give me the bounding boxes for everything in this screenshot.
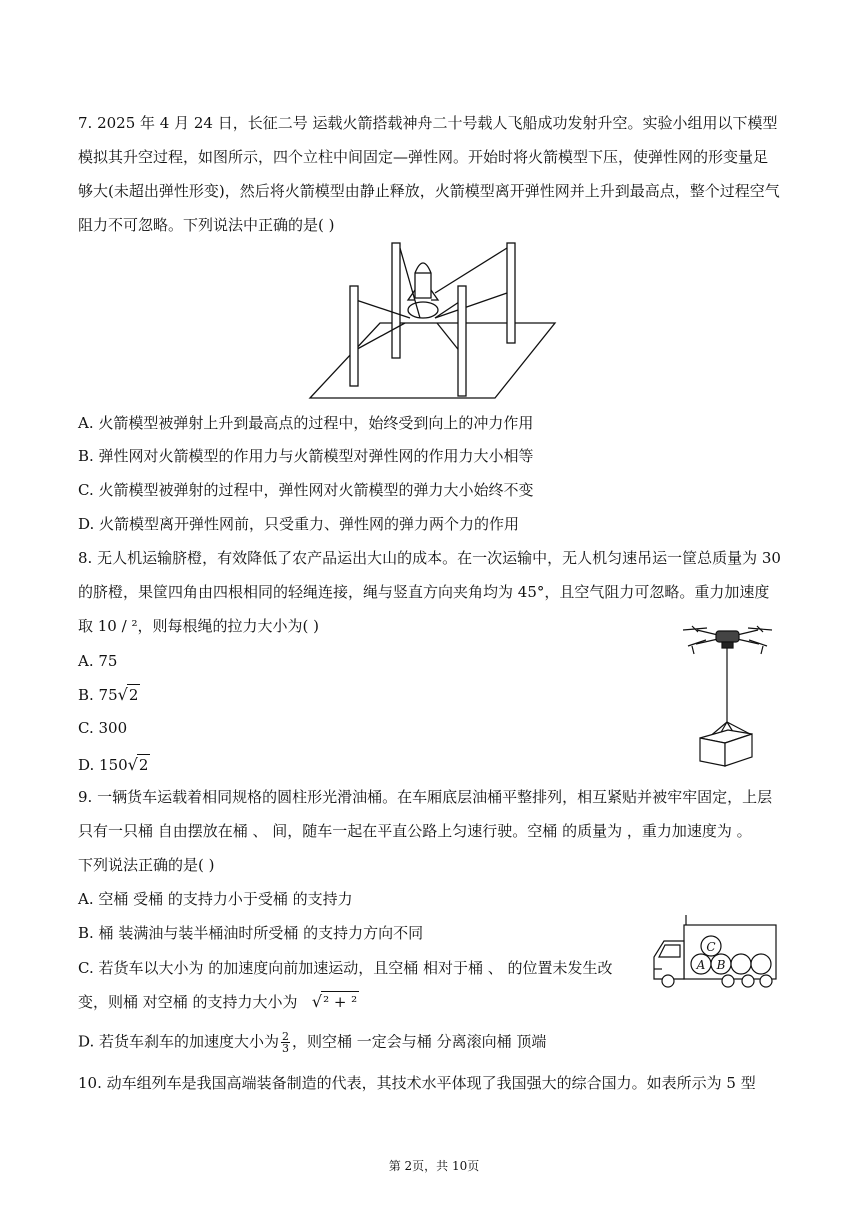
q9-line-2: 只有一只桶 自由摆放在桶 、 间，随车一起在平直公路上匀速行驶。空桶 的质量为 ，重力加速度为 。	[78, 822, 752, 840]
q9-option-d	[78, 1031, 790, 1054]
q7-line-1: 7. 2025 年 4 月 24 日，长征二号 运载火箭搭载神舟二十号载人飞船成功发射升空。实验小组用以下模型	[78, 114, 778, 132]
q8-line-3: 取 10 / ²，则每根绳的拉力大小为( )	[78, 617, 319, 635]
sqrt-symbol: √	[311, 992, 323, 1011]
q8-option-a: A. 75	[78, 652, 118, 670]
q9-option-c-radicand: ² + ²	[323, 993, 358, 1011]
rocket-net-figure	[305, 238, 560, 403]
drum-label-c: C	[706, 940, 716, 954]
q9-line-3: 下列说法正确的是( )	[78, 856, 215, 874]
q8-line-2: 的脐橙，果筐四角由四根相同的轻绳连接，绳与竖直方向夹角均为 45°，且空气阻力可忽略。重力加速度	[78, 583, 770, 601]
q9-option-d-suffix: ，则空桶 一定会与桶 分离滚向桶 顶端	[292, 1032, 547, 1051]
q8-option-d-prefix: D. 150	[78, 756, 128, 774]
drum-label-b: B	[716, 958, 726, 972]
q7-line-3: 够大(未超出弹性形变)，然后将火箭模型由静止释放，火箭模型离开弹性网并上升到最高点，整个过程空气	[78, 182, 780, 200]
q7-line-2: 模拟其升空过程，如图所示，四个立柱中间固定—弹性网。开始时将火箭模型下压，使弹性网的形变量足	[78, 148, 769, 166]
fraction-denominator: 3	[282, 1042, 290, 1055]
q8-option-d	[78, 754, 790, 775]
q9-option-b: B. 桶 装满油与装半桶油时所受桶 的支持力方向不同	[78, 924, 424, 942]
q8-line-1: 8. 无人机运输脐橙，有效降低了农产品运出大山的成本。在一次运输中，无人机匀速吊运一筐总质量为 30	[78, 549, 781, 567]
q8-option-b-prefix: B. 75	[78, 686, 118, 704]
q7-option-d: D. 火箭模型离开弹性网前，只受重力、弹性网的弹力两个力的作用	[78, 515, 520, 533]
q7-option-b: B. 弹性网对火箭模型的作用力与火箭模型对弹性网的作用力大小相等	[78, 447, 534, 465]
q9-option-c-line-1: C. 若货车以大小为 的加速度向前加速运动，且空桶 相对于桶 、 的位置未发生改	[78, 959, 613, 977]
fraction-numerator: 2	[282, 1030, 290, 1043]
sqrt-symbol: √	[127, 755, 138, 774]
q7-line-4: 阻力不可忽略。下列说法中正确的是( )	[78, 216, 335, 234]
q9-option-d-prefix: D. 若货车刹车的加速度大小为	[78, 1032, 280, 1051]
q7-option-a: A. 火箭模型被弹射上升到最高点的过程中，始终受到向上的冲力作用	[78, 414, 534, 432]
page-footer: 第 2页，共 10页	[388, 1159, 480, 1173]
drum-label-a: A	[696, 958, 706, 972]
truck-figure	[650, 913, 778, 995]
q8-option-b	[78, 684, 790, 705]
q9-option-c-prefix: 变，则桶 对空桶 的支持力大小为	[78, 993, 298, 1011]
q7-option-c: C. 火箭模型被弹射的过程中，弹性网对火箭模型的弹力大小始终不变	[78, 481, 534, 499]
fraction	[281, 1031, 290, 1054]
q8-option-d-radicand: 2	[138, 756, 149, 774]
sqrt-symbol: √	[117, 685, 128, 704]
q8-option-b-radicand: 2	[128, 686, 139, 704]
q9-option-a: A. 空桶 受桶 的支持力小于受桶 的支持力	[78, 890, 353, 908]
q8-option-c: C. 300	[78, 719, 128, 737]
q9-line-1: 9. 一辆货车运载着相同规格的圆柱形光滑油桶。在车厢底层油桶平整排列，相互紧贴并被牢牢固定，上层	[78, 788, 773, 806]
q10-line-1: 10. 动车组列车是我国高端装备制造的代表，其技术水平体现了我国强大的综合国力。如表所示为 5 型	[78, 1074, 756, 1092]
